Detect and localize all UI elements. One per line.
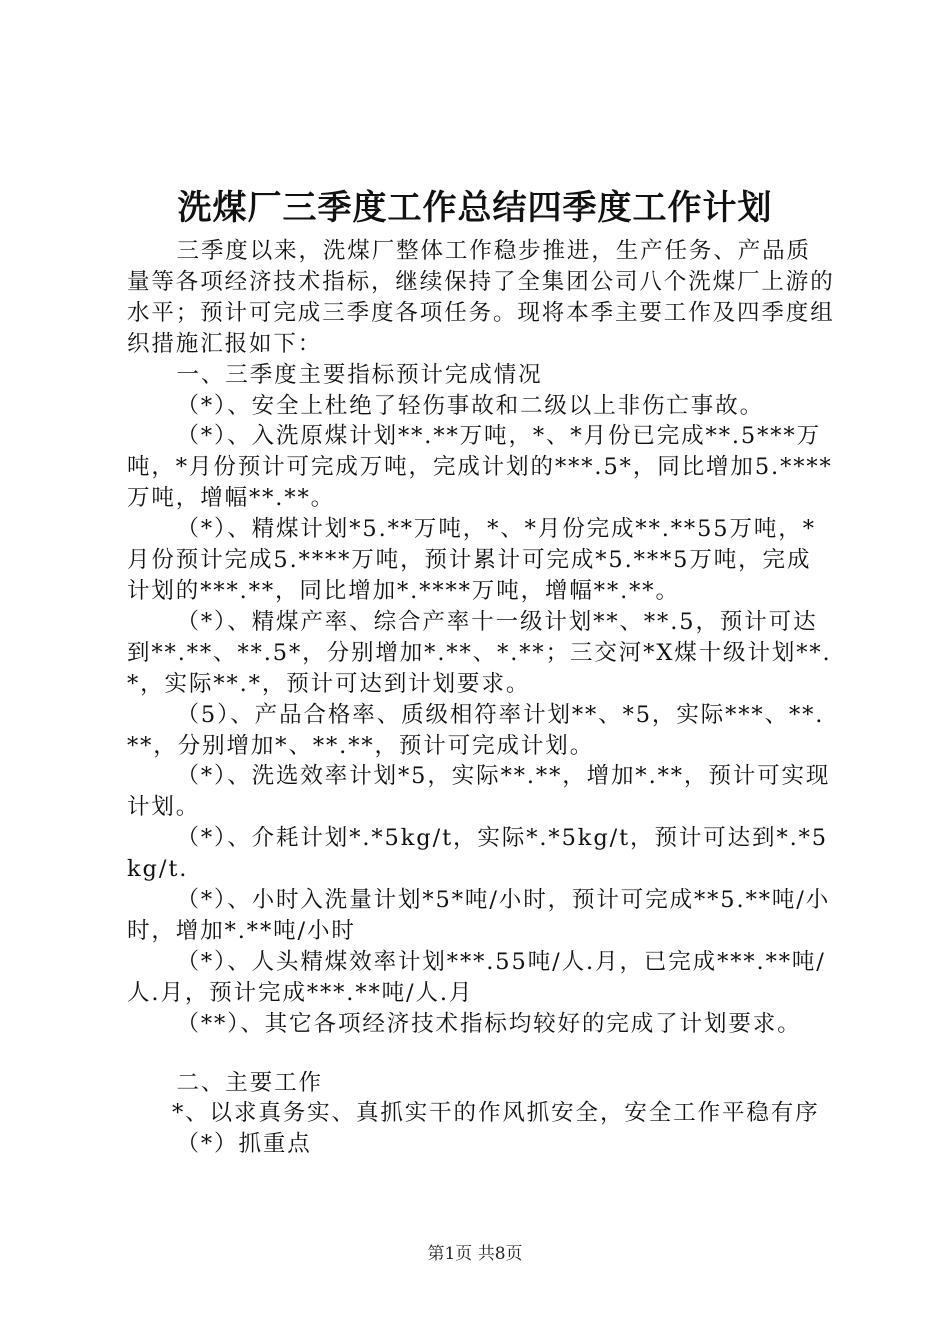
list-item: （*）、入洗原煤计划**.**万吨，*、*月份已完成**.5***万吨，*月份预计可完成万吨，完成计划的***.5*，同比增加5.****万吨，增幅**.**。 xyxy=(127,423,833,512)
list-item: （**）、其它各项经济技术指标均较好的完成了计划要求。 xyxy=(176,1010,802,1037)
subsection-heading: （*）抓重点 xyxy=(176,1131,312,1158)
section-heading-2: 二、主要工作 xyxy=(176,1069,323,1096)
list-item: （*）、人头精煤效率计划***.55吨/人.月，已完成***.**吨/人.月，预计完成***.**吨/人.月 xyxy=(127,948,826,1006)
list-item: （*）、洗选效率计划*5，实际**.**，增加*.**，预计可实现计划。 xyxy=(127,763,831,821)
list-item: （*）、精煤产率、综合产率十一级计划**、**.5，预计可达到**.**、**.5*，分别增加*.**、*.**；三交河*X煤十级计划**.*，实际**.*，预计可达到计划要求。 xyxy=(127,608,832,697)
list-item: （*）、小时入洗量计划*5*吨/小时，预计可完成**5.**吨/小时，增加*.**吨/小时 xyxy=(127,887,831,944)
intro-paragraph: 三季度以来，洗煤厂整体工作稳步推进，生产任务、产品质量等各项经济技术指标，继续保持了全集团公司八个洗煤厂上游的水平；预计可完成三季度各项任务。现将本季主要工作及四季度组织措施汇报如下： xyxy=(127,238,835,357)
list-item: （*）、介耗计划*.*5kg/t，实际*.*5kg/t，预计可达到*.*5kg/t. xyxy=(127,825,829,883)
document-body xyxy=(127,236,835,1160)
list-item: （*）、安全上杜绝了轻伤事故和二级以上非伤亡事故。 xyxy=(176,392,765,419)
list-item: （5）、产品合格率、质级相符率计划**、*5，实际***、**.**，分别增加*、**.**，预计可完成计划。 xyxy=(127,701,825,759)
page-footer: 第1页 共8页 xyxy=(427,1244,523,1264)
section-heading-1: 一、三季度主要指标预计完成情况 xyxy=(176,361,543,388)
subsection-paragraph: *、以求真务实、真抓实干的作风抓安全，安全工作平稳有序 xyxy=(172,1100,820,1127)
document-title: 洗煤厂三季度工作总结四季度工作计划 xyxy=(177,188,773,228)
list-item: （*）、精煤计划*5.**万吨，*、*月份完成**.**55万吨，*月份预计完成5.****万吨，预计累计可完成*5.***5万吨，完成计划的***.**，同比增加*.****万吨，增幅**.**。 xyxy=(127,516,816,604)
paragraph-gap xyxy=(127,1040,835,1068)
